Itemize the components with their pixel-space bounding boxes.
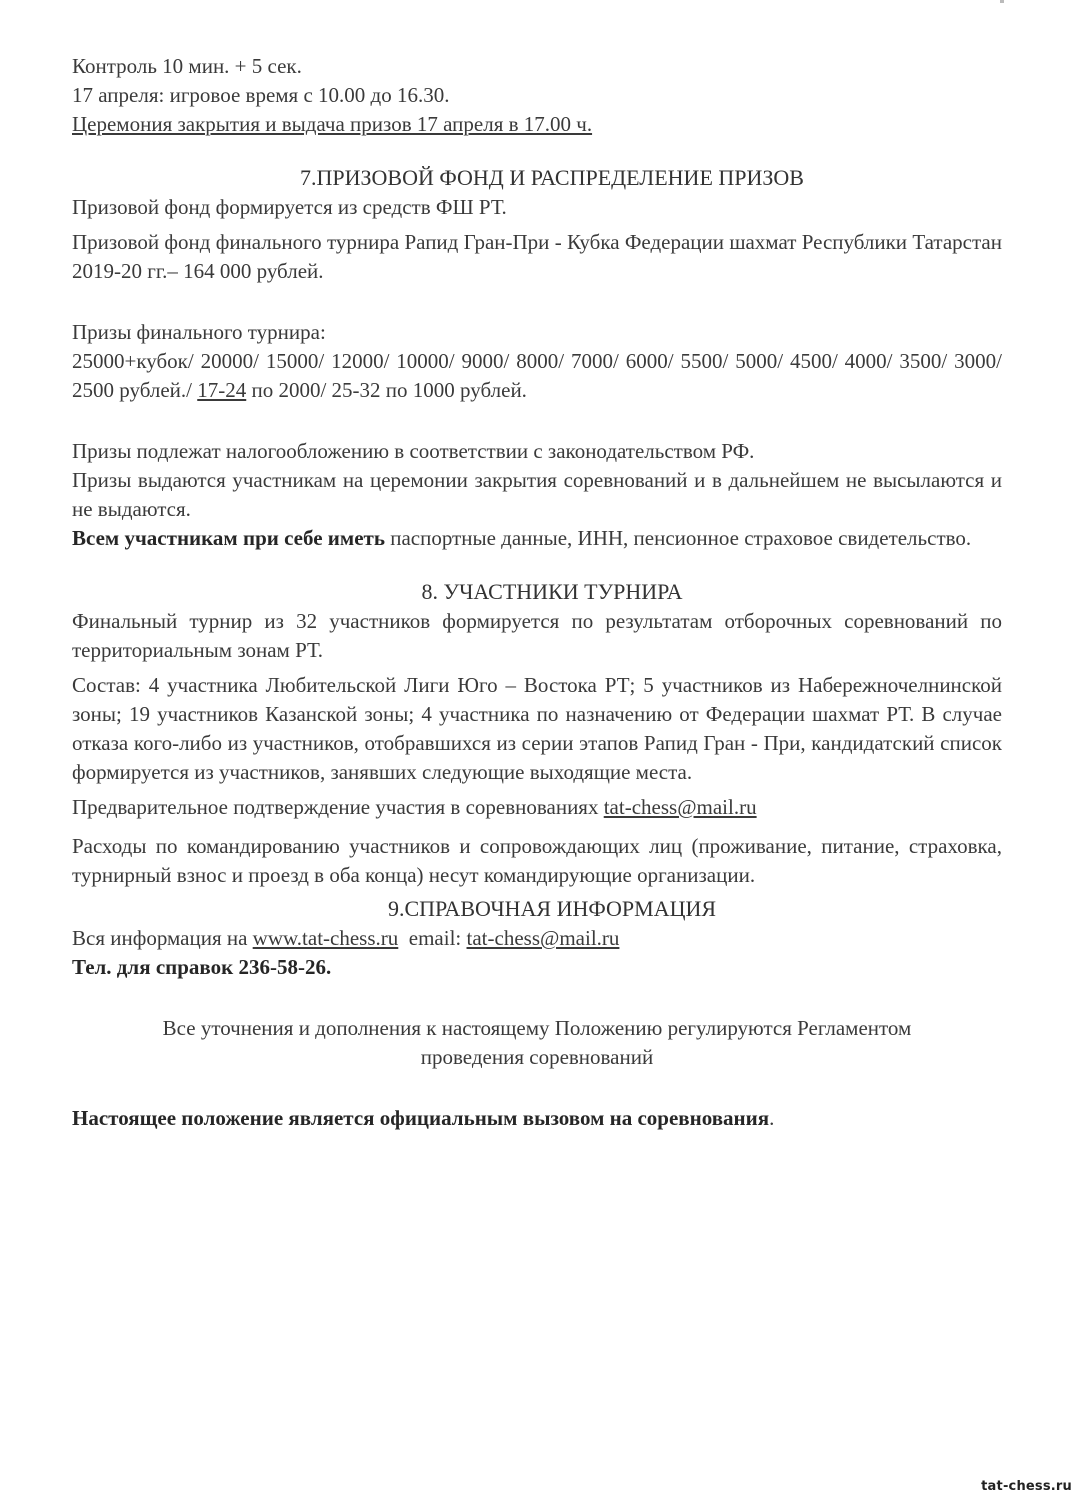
- scan-speck: [1000, 0, 1004, 3]
- prize-fund-source: Призовой фонд формируется из средств ФШ РТ.: [72, 195, 507, 219]
- prizes-tax: Призы подлежат налогообложению в соответствии с законодательством РФ.: [72, 439, 755, 463]
- section-7-heading: 7.ПРИЗОВОЙ ФОНД И РАСПРЕДЕЛЕНИЕ ПРИЗОВ: [300, 165, 804, 190]
- contact-phone: Тел. для справок 236-58-26.: [72, 955, 332, 979]
- prizes-title: Призы финального турнира:: [72, 320, 326, 344]
- play-time: 17 апреля: игровое время с 10.00 до 16.30.: [72, 83, 450, 107]
- prizes-tail: по 2000/ 25-32 по 1000 рублей.: [246, 378, 527, 402]
- prizes-handout: Призы выдаются участникам на церемонии закрытия соревнований и в дальнейшем не высылаются и не выдаются.: [72, 468, 1002, 521]
- official-call-end: .: [769, 1106, 775, 1130]
- prizes-main: 25000+кубок/ 20000/ 15000/ 12000/ 10000/ 9000/ 8000/ 7000/ 6000/ 5500/ 5000/ 4500/ 4000/ 3500/ 3000/ 2500 рублей./: [72, 349, 1002, 402]
- tournament-composition: Состав: 4 участника Любительской Лиги Юго – Востока РТ; 5 участников из Набережночелнинской зоны; 19 участников Казанской зоны; 4 участника по назначению от Федерации шахмат РТ. В случае отказа кого-либо из участников, отобравшихся из серии этапов Рапид Гран - При, кандидатский список формируется из участников, занявших следующие выходящие места.: [72, 673, 1002, 784]
- participant-documents-rest: паспортные данные, ИНН, пенсионное страховое свидетельство.: [384, 526, 972, 550]
- prize-fund-total: Призовой фонд финального турнира Рапид Гран-При - Кубка Федерации шахмат Республики Татарстан 2019-20 гг.– 164 000 рублей.: [72, 230, 1002, 283]
- official-call: [72, 1104, 1002, 1133]
- contact-info: [72, 924, 1002, 953]
- travel-expenses: Расходы по командированию участников и сопровождающих лиц (проживание, питание, страховка, турнирный взнос и проезд в оба конца) несут командирующие организации.: [72, 834, 1002, 887]
- closing-ceremony: Церемония закрытия и выдача призов 17 апреля в 17.00 ч.: [72, 112, 593, 136]
- email-label: email:: [398, 926, 467, 950]
- participant-documents: [72, 524, 1002, 553]
- confirmation-text: Предварительное подтверждение участия в соревнованиях: [72, 795, 604, 819]
- site-watermark: tat-chess.ru: [981, 1479, 1072, 1494]
- time-control: Контроль 10 мин. + 5 сек.: [72, 54, 302, 78]
- participation-confirmation: [72, 793, 1002, 822]
- prizes-range: 17-24: [197, 378, 247, 402]
- final-tournament-formation: Финальный турнир из 32 участников формируется по результатам отборочных соревнований по территориальным зонам РТ.: [72, 609, 1002, 662]
- participant-documents-bold: Всем участникам при себе иметь: [72, 526, 385, 550]
- confirmation-email-link[interactable]: tat-chess@mail.ru: [603, 795, 757, 819]
- prizes-list: [72, 347, 1002, 405]
- website-link[interactable]: www.tat-chess.ru: [252, 926, 399, 950]
- info-text: Вся информация на: [72, 926, 253, 950]
- official-call-bold: Настоящее положение является официальным вызовом на соревнования: [72, 1106, 770, 1130]
- contact-email-link[interactable]: tat-chess@mail.ru: [466, 926, 620, 950]
- document-page: [72, 52, 1002, 1133]
- regulations-note: Все уточнения и дополнения к настоящему Положению регулируются Регламентом проведения соревнований: [162, 1016, 912, 1069]
- section-9-heading: 9.СПРАВОЧНАЯ ИНФОРМАЦИЯ: [387, 896, 717, 921]
- section-8-heading: 8. УЧАСТНИКИ ТУРНИРА: [421, 579, 683, 604]
